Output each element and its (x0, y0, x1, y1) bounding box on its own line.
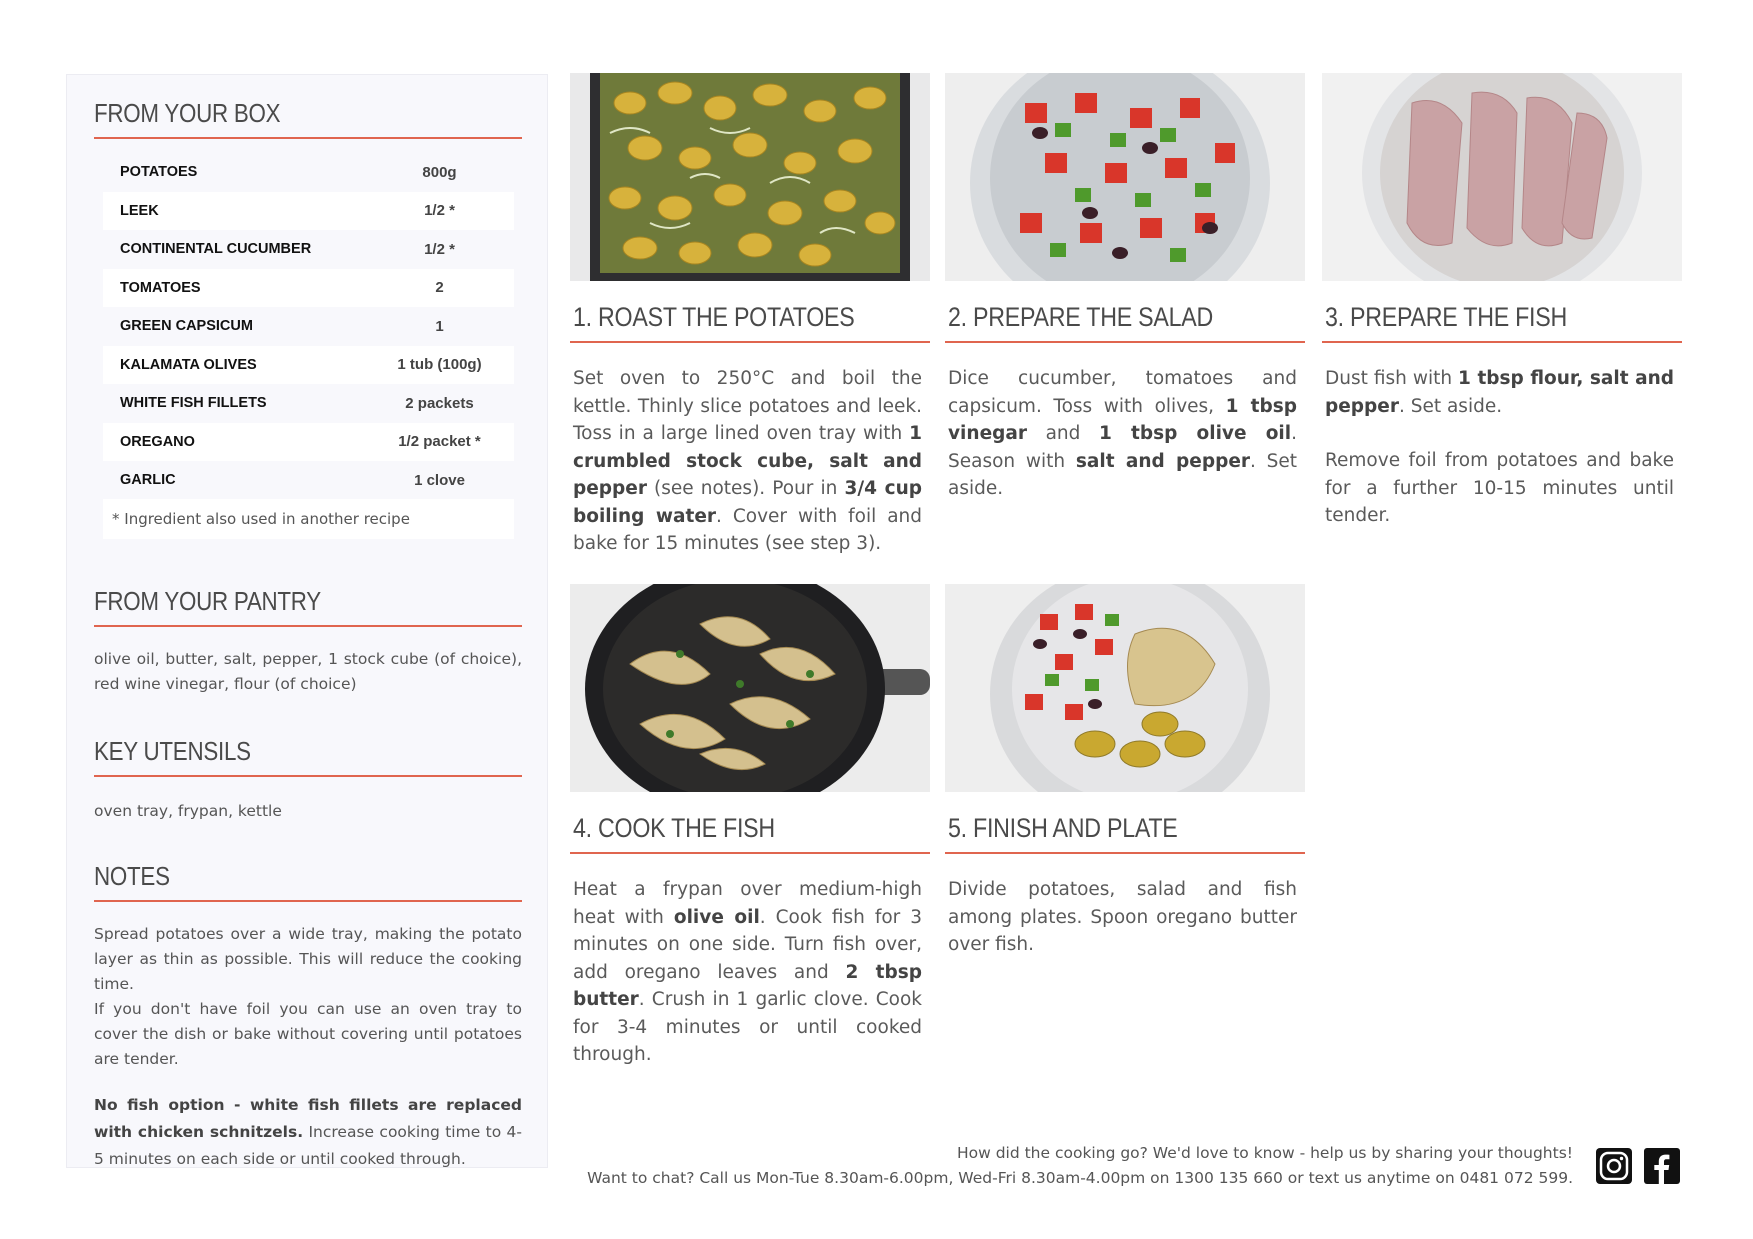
step-3-title: 3. PREPARE THE FISH (1325, 302, 1567, 332)
step-text: Set oven to 250°C and boil the kettle. Thinly slice potatoes and leek. Toss in a large lined oven tray with (573, 368, 922, 444)
notes-paragraph: If you don't have foil you can use an oven tray to cover the dish or bake without covering until potatoes are tender. (94, 1000, 522, 1068)
ingredient-row (103, 269, 514, 308)
ingredient-name: GREEN CAPSICUM (120, 318, 253, 335)
step-text: . Season with (948, 423, 1297, 472)
step-bold-text: salt and pepper (1075, 450, 1250, 472)
facebook-icon[interactable] (1644, 1148, 1680, 1184)
step-text: . Crush in 1 garlic clove. Cook for 3-4 minutes or until cooked through. (573, 989, 922, 1065)
step-bold-text: 2 tbsp butter (573, 961, 922, 1010)
utensils-text: oven tray, frypan, kettle (94, 802, 282, 820)
step-3-photo (1322, 73, 1682, 281)
from-your-pantry-title: FROM YOUR PANTRY (94, 586, 321, 616)
ingredient-qty: 1 clove (414, 471, 465, 489)
step-3 (1322, 73, 1682, 530)
ingredient-name: OREGANO (120, 433, 195, 450)
footer (587, 1141, 1573, 1191)
step-1-title: 1. ROAST THE POTATOES (573, 302, 855, 332)
ingredients-panel (66, 74, 548, 1168)
step-text: . Cook fish for 3 minutes on one side. Turn fish over, add oregano leaves and (573, 906, 922, 983)
step-2-title: 2. PREPARE THE SALAD (948, 302, 1213, 332)
ingredient-name: CONTINENTAL CUCUMBER (120, 241, 312, 258)
step-text: . Set aside. (948, 450, 1297, 499)
step-1-text (570, 365, 930, 558)
notes-bold-text: No fish option - white fish fillets are replaced with chicken schnitzels. (94, 1096, 522, 1141)
social-links (1596, 1148, 1680, 1184)
ingredient-name: WHITE FISH FILLETS (120, 395, 267, 412)
key-utensils-title: KEY UTENSILS (94, 736, 251, 766)
step-1 (570, 73, 930, 558)
step-bold-text: 1 crumbled stock cube, salt and pepper (573, 423, 922, 499)
notes-paragraph: Spread potatoes over a wide tray, making the potato layer as thin as possible. This will reduce the cooking time. (94, 925, 522, 993)
step-4 (570, 584, 930, 1069)
feedback-text: How did the cooking go? We'd love to know - help us by sharing your thoughts! (956, 1144, 1573, 1162)
from-your-box-title: FROM YOUR BOX (94, 98, 281, 128)
ingredient-qty: 800g (422, 163, 457, 181)
step-5 (945, 584, 1305, 959)
ingredient-row (103, 346, 514, 385)
ingredient-qty: 1 (435, 317, 444, 335)
ingredient-name: POTATOES (120, 164, 198, 181)
ingredient-row (103, 230, 514, 269)
step-bold-text: 1 tbsp flour, salt and pepper (1325, 368, 1674, 417)
step-2-text (945, 365, 1305, 503)
step-text: Dust fish with (1325, 368, 1459, 389)
ingredient-note: * Ingredient also used in another recipe (103, 499, 514, 539)
ingredient-name: TOMATOES (120, 279, 201, 296)
ingredient-row (103, 307, 514, 346)
step-5-title: 5. FINISH AND PLATE (948, 813, 1178, 843)
ingredient-row (103, 461, 514, 500)
step-bold-text: 3/4 cup boiling water (573, 478, 923, 527)
ingredient-qty: 1/2 * (424, 202, 455, 220)
ingredient-name: LEEK (120, 202, 159, 219)
ingredient-row (103, 384, 514, 423)
notes-section (94, 838, 522, 1173)
ingredient-name: GARLIC (120, 472, 176, 489)
instagram-icon[interactable] (1596, 1148, 1632, 1184)
step-4-photo (570, 584, 930, 792)
step-2 (945, 73, 1305, 503)
ingredient-table (103, 153, 514, 500)
step-4-text (570, 876, 930, 1069)
ingredient-row (103, 153, 514, 192)
step-1-photo (570, 73, 930, 281)
step-4-title: 4. COOK THE FISH (573, 813, 775, 843)
step-text: . Cover with foil and bake for 15 minutes (see step 3). (573, 505, 923, 554)
step-text: Dice cucumber, tomatoes and capsicum. Toss with olives, (948, 368, 1297, 417)
step-bold-text: 1 tbsp olive oil (1099, 423, 1292, 444)
ingredient-row (103, 192, 514, 231)
step-text: . Set aside. (1398, 395, 1503, 417)
step-bold-text: 1 tbsp vinegar (948, 395, 1297, 444)
ingredient-qty: 2 (435, 279, 444, 297)
step-5-text (945, 876, 1305, 959)
ingredient-qty: 2 packets (405, 394, 474, 412)
step-2-photo (945, 73, 1305, 281)
ingredient-name: KALAMATA OLIVES (120, 356, 257, 373)
notes-text: Increase cooking time to 4-5 minutes on each side or until cooked through. (94, 1123, 523, 1168)
key-utensils-section (94, 713, 522, 824)
ingredient-qty: 1 tub (100g) (397, 356, 482, 374)
step-text: Heat a frypan over medium-high heat with (573, 879, 922, 928)
ingredient-qty: 1/2 * (424, 240, 455, 258)
step-bold-text: olive oil (673, 906, 760, 928)
notes-paragraph (94, 1092, 522, 1173)
contact-text: Want to chat? Call us Mon-Tue 8.30am-6.00pm, Wed-Fri 8.30am-4.00pm on 1300 135 660 or text us anytime on 0481 072 599. (587, 1169, 1573, 1187)
step-text: Remove foil from potatoes and bake for a further 10-15 minutes until tender. (1325, 450, 1674, 526)
pantry-text: olive oil, butter, salt, pepper, 1 stock cube (of choice), red wine vinegar, flour (of choice) (94, 650, 522, 693)
step-3-text (1322, 365, 1682, 530)
step-text: Divide potatoes, salad and fish among plates. Spoon oregano butter over fish. (948, 879, 1297, 955)
step-text: (see notes). Pour in (646, 478, 845, 499)
step-text: and (1026, 423, 1099, 444)
ingredient-row (103, 423, 514, 462)
notes-title: NOTES (94, 861, 170, 891)
from-your-box-section (94, 75, 522, 528)
step-5-photo (945, 584, 1305, 792)
ingredient-qty: 1/2 packet * (398, 433, 481, 451)
from-your-pantry-section (94, 563, 522, 697)
